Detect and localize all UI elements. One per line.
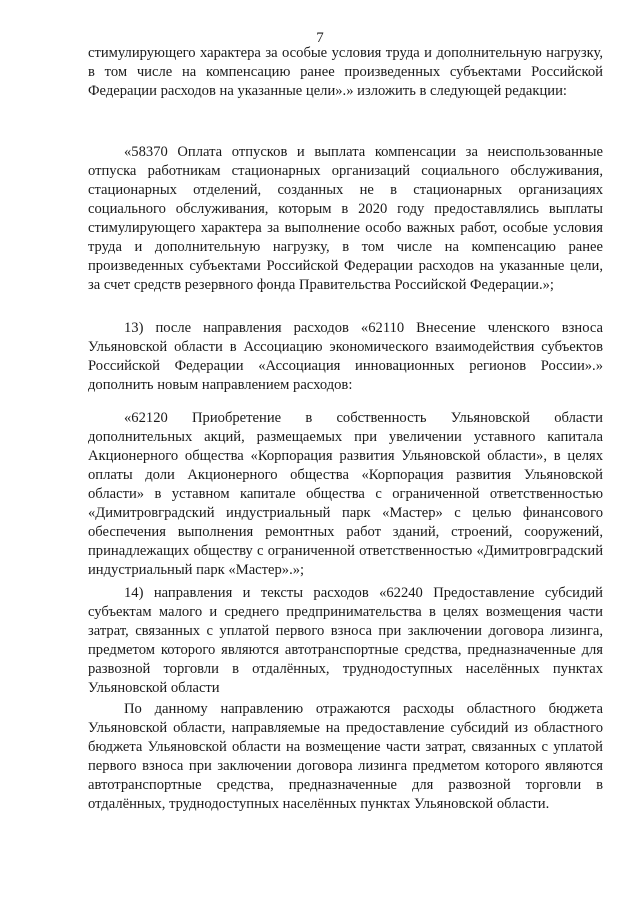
paragraph-item-14: 14) направления и тексты расходов «62240 Предоставление субсидий субъектам малого и среднего предпринимательства в целях возмещения части затрат, связанных с уплатой первого взноса при заключении договора лизинга, предметом которого являются автотранспортные средства, предназначенные для развозной торговли в отдалённых, труднодоступных населённых пунктах Ульяновской области xyxy=(88,585,603,696)
paragraph-item-13: 13) после направления расходов «62110 Внесение членского взноса Ульяновской области в Ассоциацию экономического взаимодействия субъектов Российской Федерации «Ассоциация инновационных регионов России».» дополнить новым направлением расходов: xyxy=(88,320,603,393)
paragraph-62120: «62120 Приобретение в собственность Ульяновской области дополнительных акций, размещаемых при увеличении уставного капитала Акционерного общества «Корпорация развития Ульяновской области», в целях оплаты доли Акционерного общества «Корпорация развития Ульяновской области» в уставном капитале общества с ограниченной ответственностью «Димитровградский индустриальный парк «Мастер» с целью финансового обеспечения выполнения ремонтных работ зданий, строений, сооружений, принадлежащих обществу с ограниченной ответственностью «Димитровградский индустриальный парк «Мастер».»; xyxy=(88,410,603,578)
paragraph-intro: стимулирующего характера за особые условия труда и дополнительную нагрузку, в том числе на компенсацию ранее произведенных субъектами Российской Федерации расходов на указанные цели».» изложить в следующей редакции: xyxy=(88,45,603,99)
page-number: 7 xyxy=(316,30,324,46)
paragraph-58370: «58370 Оплата отпусков и выплата компенсации за неиспользованные отпуска работникам стационарных организаций социального обслуживания, стационарных отделений, созданных не в стационарных организациях социального обслуживания, которым в 2020 году предоставлялись выплаты стимулирующего характера за выполнение особо важных работ, особые условия труда и дополнительную нагрузку, в том числе на компенсацию ранее произведенных субъектами Российской Федерации расходов на указанные цели, за счет средств резервного фонда Правительства Российской Федерации.»; xyxy=(88,144,603,293)
paragraph-description: По данному направлению отражаются расходы областного бюджета Ульяновской области, направляемые на предоставление субсидий из областного бюджета Ульяновской области на возмещение части затрат, связанных с уплатой первого взноса при заключении договора лизинга предметом которого являются автотранспортные средства, предназначенные для развозной торговли в отдалённых, труднодоступных населённых пунктах Ульяновской области. xyxy=(88,701,603,812)
